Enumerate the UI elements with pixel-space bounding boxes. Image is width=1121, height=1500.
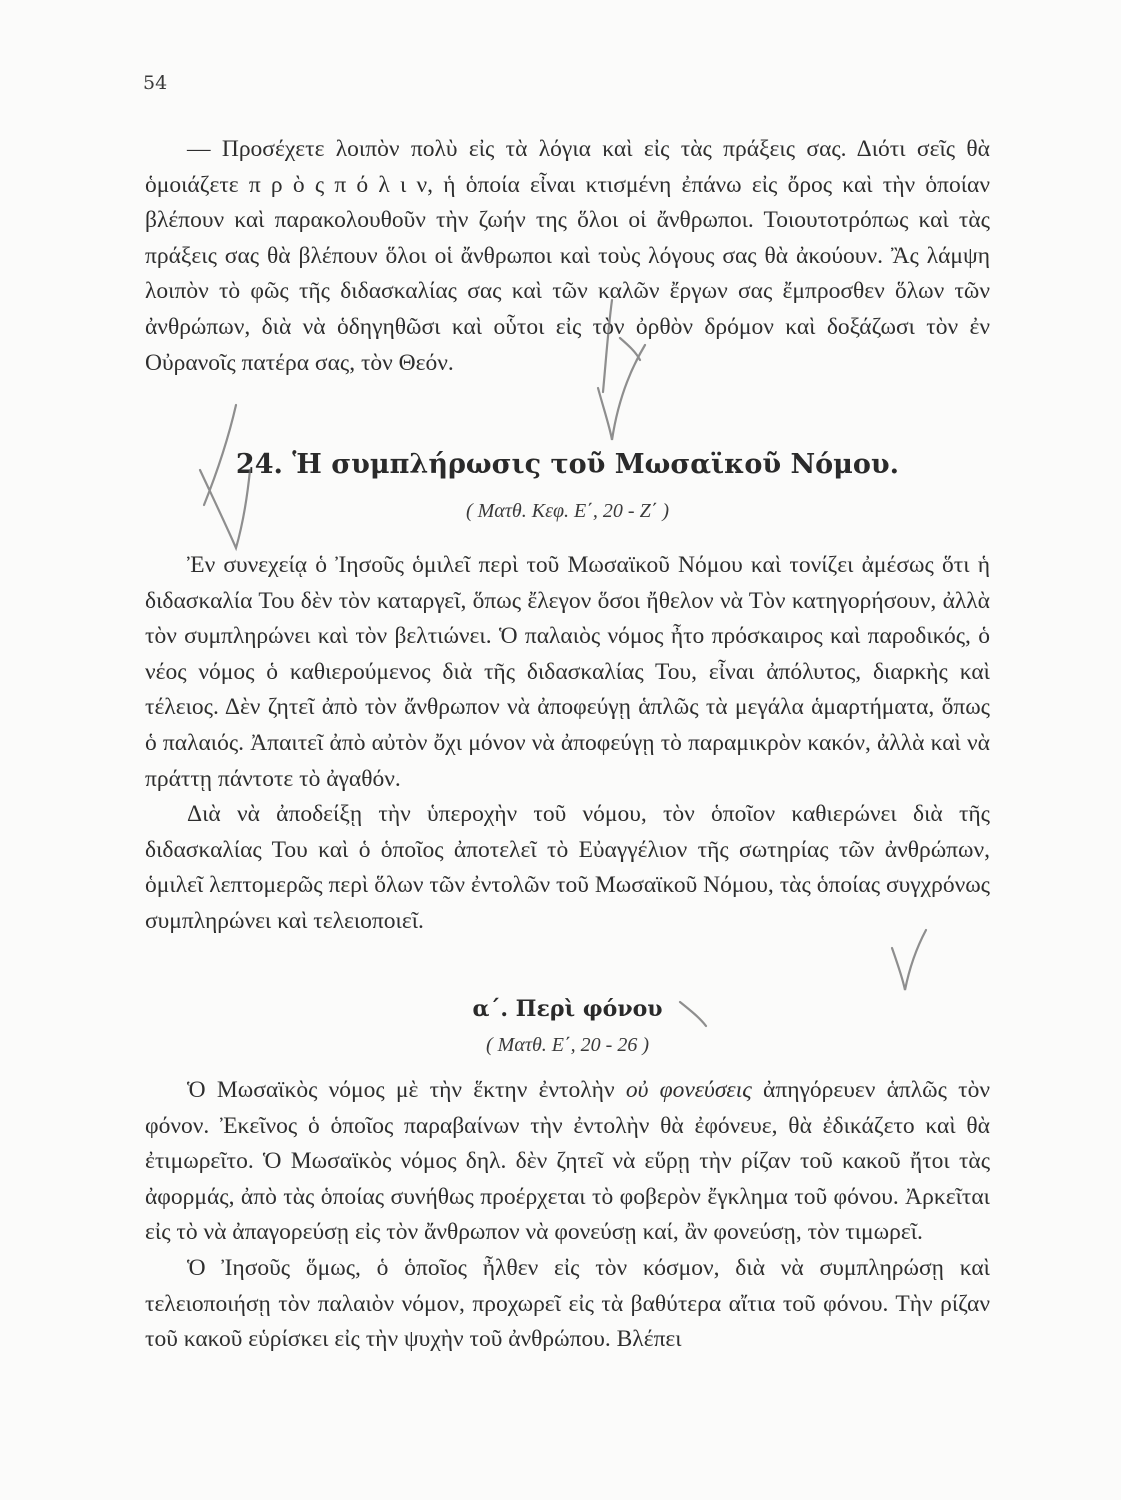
section-intro-text [145,132,990,381]
subsection-a-paragraph-2: Ὁ Ἰησοῦς ὅμως, ὁ ὁποῖος ἦλθεν εἰς τὸν κόσμον, διὰ νὰ συμπληρώσῃ καὶ τελειοποιήσῃ τὸν παλαιὸν νόμον, προχωρεῖ εἰς τὰ βαθύτερα αἴτια τοῦ φόνου. Τὴν ρίζαν τοῦ κακοῦ εὑρίσκει εἰς τὴν ψυχὴν τοῦ ἀνθρώπου. Βλέπει [145,1254,990,1353]
commandment-quote: οὐ φονεύσεις [625,1077,752,1103]
subsection-a-paragraph-1 [145,1073,990,1251]
subsection-a-reference: ( Ματθ. Ε΄, 20 - 26 ) [486,1034,649,1056]
section-24-paragraph-2: Διὰ νὰ ἀποδείξῃ τὴν ὑπεροχὴν τοῦ νόμου, τὸν ὁποῖον καθιερώνει διὰ τῆς διδασκαλίας Του καὶ ὁ ὁποῖος ἀποτελεῖ τὸ Εὐαγγέλιον τῆς σωτηρίας τῶν ἀνθρώπων, ὁμιλεῖ λεπτομερῶς περὶ ὅλων τῶν ἐντολῶν τοῦ Μωσαϊκοῦ Νόμου, τὰς ὁποίας συγχρόνως συμπληρώνει καὶ τελειοποιεῖ. [145,801,990,934]
page-number: 54 [143,72,168,94]
subsection-a-heading: α΄. Περὶ φόνου [472,996,663,1022]
intro-paragraph: — Προσέχετε λοιπὸν πολὺ εἰς τὰ λόγια καὶ εἰς τὰς πράξεις σας. Διότι σεῖς θὰ ὁμοιάζετε π ρ ὸ ς π ό λ ι ν, ἡ ὁποία εἶναι κτισμένη ἐπάνω εἰς ὄρος καὶ τὴν ὁποίαν βλέπουν καὶ παρακολουθοῦν τὴν ζωήν της ὅλοι οἱ ἄνθρωποι. Τοιουτοτρόπως καὶ τὰς πράξεις σας θὰ βλέπουν ὅλοι οἱ ἄνθρωποι καὶ τοὺς λόγους σας θὰ ἀκούουν. Ἂς λάμψη λοιπὸν τὸ φῶς τῆς διδασκαλίας σας καὶ τῶν καλῶν ἔργων σας ἔμπροσθεν ὅλων τῶν ἀνθρώπων, διὰ νὰ ὁδηγηθῶσι καὶ οὗτοι εἰς τὸν ὀρθὸν δρόμον καὶ δοξάζωσι τὸν ἐν Οὐρανοῖς πατέρα σας, τὸν Θεόν. [145,136,990,376]
section-24-heading: 24. Ἡ συμπλήρωσις τοῦ Μωσαϊκοῦ Νόμου. [235,449,900,480]
paragraph-1-start: Ὁ Μωσαϊκὸς νόμος μὲ τὴν ἕκτην ἐντολὴν [187,1077,626,1103]
section-24-paragraph-1: Ἐν συνεχείᾳ ὁ Ἰησοῦς ὁμιλεῖ περὶ τοῦ Μωσαϊκοῦ Νόμου καὶ τονίζει ἀμέσως ὅτι ἡ διδασκαλία Του δὲν τὸν καταργεῖ, ὅπως ἔλεγον ὅσοι ἤθελον νὰ Τὸν κατηγορήσουν, ἀλλὰ τὸν συμπληρώνει καὶ τὸν βελτιώνει. Ὁ παλαιὸς νόμος ἦτο πρόσκαιρος καὶ παροδικός, ὁ νέος νόμος ὁ καθιερούμενος διὰ τῆς διδασκαλίας Του, εἶναι ἀπόλυτος, διαρκὴς καὶ τέλειος. Δὲν ζητεῖ ἀπὸ τὸν ἄνθρωπον νὰ ἀποφεύγῃ ἁπλῶς τὰ μεγάλα ἁμαρτήματα, ὅπως ὁ παλαιός. Ἀπαιτεῖ ἀπὸ αὐτὸν ὄχι μόνον νὰ ἀποφεύγῃ τὸ παραμικρὸν κακόν, ἀλλὰ καὶ νὰ πράττῃ πάντοτε τὸ ἀγαθόν. [145,552,990,792]
subsection-a-text [145,1073,990,1358]
paragraph-1-end: ἀπηγόρευεν ἁπλῶς τὸν φόνον. Ἐκεῖνος ὁ ὁποῖος παραβαίνων τὴν ἐντολὴν θὰ ἐφόνευε, θὰ ἐδικάζετο καὶ θὰ ἐτιμωρεῖτο. Ὁ Μωσαϊκὸς νόμος δηλ. δὲν ζητεῖ νὰ εὕρῃ τὴν ρίζαν τοῦ κακοῦ ἤτοι τὰς ἀφορμάς, ἀπὸ τὰς ὁποίας συνήθως προέρχεται τὸ φοβερὸν ἔγκλημα τοῦ φόνου. Ἀρκεῖται εἰς τὸ νὰ ἀπαγορεύσῃ εἰς τὸν ἄνθρωπον νὰ φονεύσῃ καί, ἂν φονεύσῃ, τὸν τιμωρεῖ. [145,1077,991,1246]
section-24-reference: ( Ματθ. Κεφ. Ε΄, 20 - Ζ΄ ) [465,500,670,522]
section-24-text [145,548,990,940]
